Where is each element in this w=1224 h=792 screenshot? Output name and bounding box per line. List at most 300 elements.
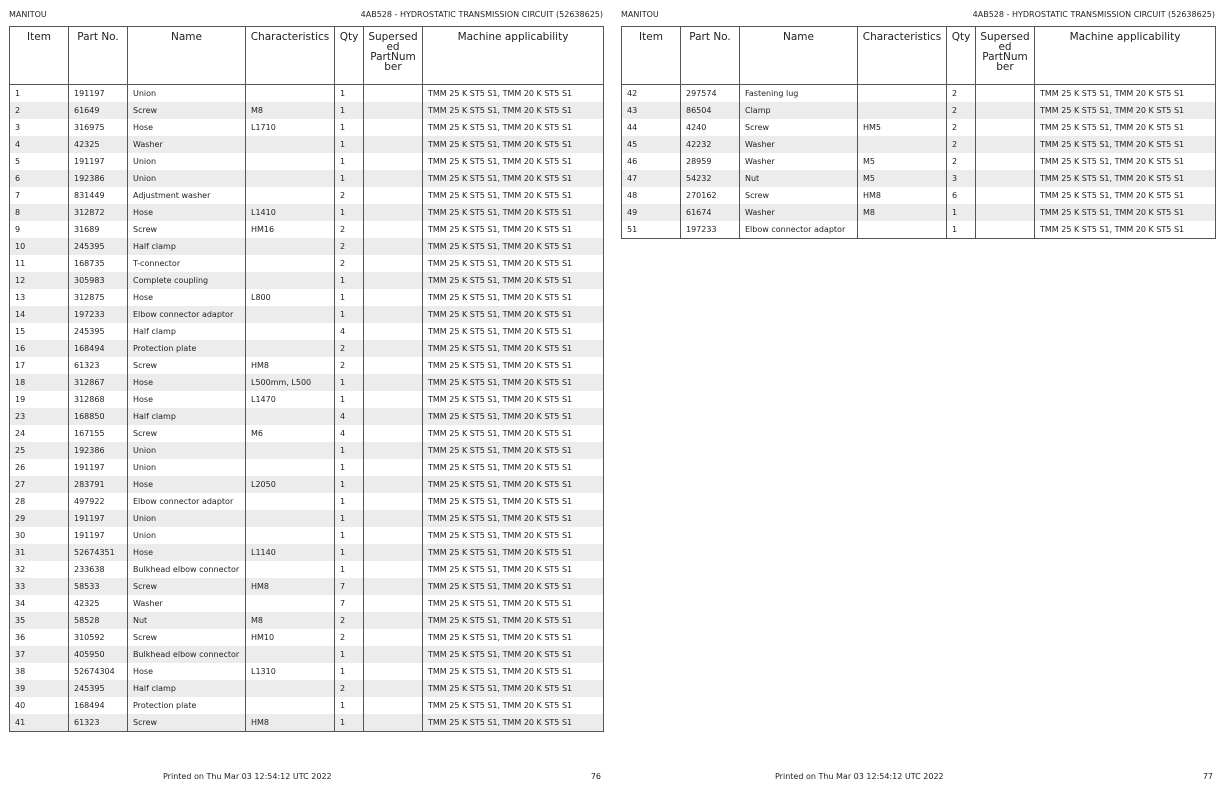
cell-name: Screw <box>128 578 246 595</box>
table-row <box>622 136 1216 153</box>
cell-name: Washer <box>740 136 858 153</box>
cell-machine: TMM 25 K ST5 S1, TMM 20 K ST5 S1 <box>423 646 604 663</box>
cell-machine: TMM 25 K ST5 S1, TMM 20 K ST5 S1 <box>423 714 604 732</box>
cell-characteristics <box>858 221 947 239</box>
cell-machine: TMM 25 K ST5 S1, TMM 20 K ST5 S1 <box>423 391 604 408</box>
cell-machine: TMM 25 K ST5 S1, TMM 20 K ST5 S1 <box>423 442 604 459</box>
cell-machine: TMM 25 K ST5 S1, TMM 20 K ST5 S1 <box>423 510 604 527</box>
cell-characteristics <box>858 136 947 153</box>
cell-item: 43 <box>622 102 681 119</box>
cell-characteristics: L1470 <box>246 391 335 408</box>
col-header-superseded-line: ber <box>384 61 402 73</box>
cell-item: 51 <box>627 225 638 234</box>
cell-characteristics <box>246 527 335 544</box>
cell-part-no: 191197 <box>69 510 128 527</box>
table-row <box>10 561 604 578</box>
cell-characteristics: HM10 <box>246 629 335 646</box>
cell-item: 46 <box>627 157 638 166</box>
cell-qty: 1 <box>335 714 364 732</box>
cell-item: 14 <box>10 306 69 323</box>
cell-part-no: 86504 <box>681 102 740 119</box>
cell-name: Half clamp <box>128 238 246 255</box>
cell-name: Hose <box>128 476 246 493</box>
cell-qty: 2 <box>947 85 976 103</box>
cell-superseded <box>976 85 1035 103</box>
cell-part-no: 270162 <box>681 187 740 204</box>
cell-characteristics <box>246 85 335 103</box>
cell-characteristics: L1140 <box>246 544 335 561</box>
cell-part-no: 312875 <box>69 289 128 306</box>
col-header-superseded-line: Supersed <box>980 31 1030 43</box>
cell-qty: 1 <box>335 272 364 289</box>
cell-qty: 1 <box>335 102 364 119</box>
cell-part-no: 168494 <box>69 697 128 714</box>
cell-machine: TMM 25 K ST5 S1, TMM 20 K ST5 S1 <box>423 323 604 340</box>
cell-part-no: 310592 <box>69 629 128 646</box>
cell-machine: TMM 25 K ST5 S1, TMM 20 K ST5 S1 <box>423 680 604 697</box>
table-row <box>10 697 604 714</box>
col-header-qty: Qty <box>335 27 364 85</box>
cell-item: 32 <box>15 565 26 574</box>
cell-part-no: 61674 <box>681 204 740 221</box>
col-header-machine: Machine applicability <box>423 27 604 85</box>
col-header-characteristics: Characteristics <box>858 27 947 85</box>
table-row <box>10 306 604 323</box>
cell-name: Elbow connector adaptor <box>128 493 246 510</box>
col-header-superseded-line: PartNum <box>982 51 1028 63</box>
table-row <box>622 170 1216 187</box>
cell-superseded <box>364 102 423 119</box>
cell-characteristics <box>858 85 947 103</box>
cell-qty: 7 <box>335 595 364 612</box>
cell-item: 45 <box>622 136 681 153</box>
table-row <box>10 544 604 561</box>
table-row <box>10 323 604 340</box>
cell-qty: 4 <box>335 323 364 340</box>
cell-qty: 2 <box>335 340 364 357</box>
cell-part-no: 28959 <box>681 153 740 170</box>
cell-name: Hose <box>128 544 246 561</box>
cell-item: 40 <box>15 701 26 710</box>
table-row <box>622 187 1216 204</box>
cell-item: 27 <box>10 476 69 493</box>
cell-machine: TMM 25 K ST5 S1, TMM 20 K ST5 S1 <box>423 306 604 323</box>
cell-item: 37 <box>10 646 69 663</box>
cell-superseded <box>364 238 423 255</box>
cell-superseded <box>364 493 423 510</box>
cell-machine: TMM 25 K ST5 S1, TMM 20 K ST5 S1 <box>423 238 604 255</box>
cell-item: 3 <box>15 123 21 132</box>
col-header-part-no: Part No. <box>681 27 740 85</box>
cell-name: Protection plate <box>128 697 246 714</box>
table-row <box>10 289 604 306</box>
cell-machine: TMM 25 K ST5 S1, TMM 20 K ST5 S1 <box>423 221 604 238</box>
cell-characteristics: M8 <box>246 102 335 119</box>
cell-qty: 2 <box>335 680 364 697</box>
cell-superseded <box>364 153 423 170</box>
cell-qty: 1 <box>335 85 364 103</box>
table-row <box>10 527 604 544</box>
cell-name: Hose <box>128 204 246 221</box>
cell-part-no: 191197 <box>69 85 128 103</box>
cell-machine: TMM 25 K ST5 S1, TMM 20 K ST5 S1 <box>423 340 604 357</box>
col-header-superseded-line: ed <box>998 41 1012 53</box>
cell-superseded <box>976 153 1035 170</box>
document-title: 4AB528 - HYDROSTATIC TRANSMISSION CIRCUIT (52638625) <box>360 10 603 19</box>
cell-item: 48 <box>627 191 638 200</box>
cell-qty: 1 <box>335 119 364 136</box>
table-row <box>10 646 604 663</box>
cell-superseded <box>364 561 423 578</box>
cell-name: Screw <box>128 102 246 119</box>
cell-qty: 2 <box>947 119 976 136</box>
cell-superseded <box>364 289 423 306</box>
cell-part-no: 192386 <box>69 170 128 187</box>
cell-item: 13 <box>15 293 26 302</box>
table-row <box>10 391 604 408</box>
table-row <box>10 595 604 612</box>
cell-item: 30 <box>15 531 26 540</box>
cell-name: Bulkhead elbow connector <box>128 646 246 663</box>
cell-qty: 2 <box>335 357 364 374</box>
cell-qty: 1 <box>947 204 976 221</box>
cell-item: 17 <box>15 361 26 370</box>
document-title: 4AB528 - HYDROSTATIC TRANSMISSION CIRCUIT (52638625) <box>972 10 1215 19</box>
cell-machine: TMM 25 K ST5 S1, TMM 20 K ST5 S1 <box>423 102 604 119</box>
cell-item: 31 <box>10 544 69 561</box>
cell-characteristics <box>246 510 335 527</box>
cell-name: Screw <box>128 629 246 646</box>
cell-name: Elbow connector adaptor <box>128 306 246 323</box>
cell-name: Complete coupling <box>128 272 246 289</box>
cell-part-no: 831449 <box>69 187 128 204</box>
col-header-characteristics: Characteristics <box>246 27 335 85</box>
table-row <box>10 102 604 119</box>
cell-machine: TMM 25 K ST5 S1, TMM 20 K ST5 S1 <box>423 204 604 221</box>
table-row <box>10 357 604 374</box>
cell-qty: 2 <box>335 221 364 238</box>
cell-name: Union <box>128 85 246 103</box>
cell-characteristics <box>246 272 335 289</box>
cell-item: 24 <box>15 429 26 438</box>
table-row <box>10 136 604 153</box>
table-row <box>622 204 1216 221</box>
cell-qty: 4 <box>335 408 364 425</box>
cell-part-no: 168494 <box>69 340 128 357</box>
cell-name: Washer <box>128 595 246 612</box>
cell-item: 42 <box>627 89 638 98</box>
cell-name: Hose <box>128 289 246 306</box>
cell-qty: 7 <box>335 578 364 595</box>
cell-superseded <box>976 119 1035 136</box>
cell-item: 41 <box>10 714 69 732</box>
cell-part-no: 52674304 <box>69 663 128 680</box>
cell-item: 2 <box>10 102 69 119</box>
cell-part-no: 52674351 <box>69 544 128 561</box>
cell-part-no: 245395 <box>69 680 128 697</box>
cell-part-no: 58533 <box>69 578 128 595</box>
cell-characteristics <box>246 340 335 357</box>
cell-superseded <box>364 544 423 561</box>
cell-part-no: 42325 <box>69 595 128 612</box>
cell-part-no: 4240 <box>681 119 740 136</box>
cell-part-no: 168735 <box>69 255 128 272</box>
cell-qty: 1 <box>335 459 364 476</box>
cell-qty: 2 <box>947 136 976 153</box>
cell-name: Washer <box>740 153 858 170</box>
cell-qty: 1 <box>335 306 364 323</box>
cell-part-no: 245395 <box>69 238 128 255</box>
cell-qty: 1 <box>335 527 364 544</box>
cell-item: 38 <box>15 667 26 676</box>
cell-superseded <box>364 204 423 221</box>
cell-characteristics: HM8 <box>858 187 947 204</box>
cell-characteristics: L1310 <box>246 663 335 680</box>
page-footer <box>621 772 1215 784</box>
cell-characteristics <box>246 680 335 697</box>
cell-qty: 1 <box>335 170 364 187</box>
cell-characteristics <box>246 697 335 714</box>
cell-superseded <box>976 187 1035 204</box>
cell-superseded <box>364 595 423 612</box>
table-row <box>10 459 604 476</box>
cell-part-no: 497922 <box>69 493 128 510</box>
col-header-superseded <box>976 27 1035 85</box>
cell-machine: TMM 25 K ST5 S1, TMM 20 K ST5 S1 <box>1035 119 1216 136</box>
cell-name: Half clamp <box>128 408 246 425</box>
cell-qty: 1 <box>335 697 364 714</box>
cell-part-no: 54232 <box>681 170 740 187</box>
cell-machine: TMM 25 K ST5 S1, TMM 20 K ST5 S1 <box>423 425 604 442</box>
cell-characteristics <box>246 408 335 425</box>
cell-qty: 2 <box>335 187 364 204</box>
cell-machine: TMM 25 K ST5 S1, TMM 20 K ST5 S1 <box>423 255 604 272</box>
cell-characteristics: M5 <box>858 153 947 170</box>
cell-name: Half clamp <box>128 323 246 340</box>
catalog-page-right <box>621 0 1215 792</box>
cell-superseded <box>364 578 423 595</box>
cell-part-no: 42325 <box>69 136 128 153</box>
table-row <box>10 663 604 680</box>
col-header-superseded-line: ed <box>386 41 400 53</box>
cell-superseded <box>364 510 423 527</box>
cell-qty: 2 <box>335 612 364 629</box>
cell-qty: 1 <box>335 476 364 493</box>
cell-superseded <box>364 391 423 408</box>
cell-superseded <box>364 119 423 136</box>
cell-qty: 1 <box>947 221 976 239</box>
cell-item: 47 <box>622 170 681 187</box>
cell-characteristics: L1410 <box>246 204 335 221</box>
cell-part-no: 297574 <box>681 85 740 103</box>
cell-characteristics <box>246 561 335 578</box>
cell-part-no: 58528 <box>69 612 128 629</box>
table-row <box>10 680 604 697</box>
table-row <box>10 238 604 255</box>
table-row <box>10 714 604 732</box>
cell-name: Hose <box>128 391 246 408</box>
cell-part-no: 316975 <box>69 119 128 136</box>
cell-superseded <box>364 476 423 493</box>
cell-part-no: 61323 <box>69 714 128 732</box>
cell-part-no: 192386 <box>69 442 128 459</box>
cell-item: 49 <box>622 204 681 221</box>
cell-characteristics: HM16 <box>246 221 335 238</box>
cell-name: Screw <box>128 357 246 374</box>
cell-part-no: 191197 <box>69 527 128 544</box>
cell-item: 23 <box>10 408 69 425</box>
cell-machine: TMM 25 K ST5 S1, TMM 20 K ST5 S1 <box>1035 136 1216 153</box>
cell-part-no: 233638 <box>69 561 128 578</box>
cell-superseded <box>976 170 1035 187</box>
cell-machine: TMM 25 K ST5 S1, TMM 20 K ST5 S1 <box>1035 153 1216 170</box>
brand-name: MANITOU <box>621 10 659 19</box>
cell-item: 16 <box>10 340 69 357</box>
col-header-name: Name <box>740 27 858 85</box>
cell-characteristics: L500mm, L500 <box>246 374 335 391</box>
parts-table <box>621 26 1216 239</box>
cell-qty: 1 <box>335 153 364 170</box>
cell-superseded <box>364 612 423 629</box>
cell-characteristics <box>246 646 335 663</box>
cell-characteristics <box>246 595 335 612</box>
cell-name: Nut <box>128 612 246 629</box>
cell-superseded <box>364 714 423 732</box>
table-row <box>10 204 604 221</box>
cell-characteristics <box>246 238 335 255</box>
cell-name: Screw <box>128 221 246 238</box>
cell-qty: 1 <box>335 646 364 663</box>
cell-qty: 1 <box>335 136 364 153</box>
cell-item: 26 <box>15 463 26 472</box>
page-number: 76 <box>590 772 601 781</box>
cell-machine: TMM 25 K ST5 S1, TMM 20 K ST5 S1 <box>1035 85 1216 103</box>
cell-name: Nut <box>740 170 858 187</box>
catalog-page-left <box>9 0 603 792</box>
cell-superseded <box>364 425 423 442</box>
table-row <box>622 221 1216 239</box>
cell-name: Hose <box>128 663 246 680</box>
cell-name: Union <box>128 510 246 527</box>
cell-item: 12 <box>10 272 69 289</box>
table-row <box>622 119 1216 136</box>
cell-superseded <box>364 272 423 289</box>
cell-machine: TMM 25 K ST5 S1, TMM 20 K ST5 S1 <box>423 629 604 646</box>
cell-characteristics <box>246 170 335 187</box>
cell-machine: TMM 25 K ST5 S1, TMM 20 K ST5 S1 <box>423 187 604 204</box>
cell-name: Union <box>128 459 246 476</box>
table-row <box>10 340 604 357</box>
cell-machine: TMM 25 K ST5 S1, TMM 20 K ST5 S1 <box>423 663 604 680</box>
cell-name: Washer <box>740 204 858 221</box>
cell-part-no: 61323 <box>69 357 128 374</box>
parts-table-body <box>10 85 604 732</box>
cell-superseded <box>364 408 423 425</box>
cell-name: Union <box>128 442 246 459</box>
cell-characteristics <box>246 153 335 170</box>
cell-machine: TMM 25 K ST5 S1, TMM 20 K ST5 S1 <box>1035 204 1216 221</box>
cell-characteristics <box>246 136 335 153</box>
table-row <box>10 374 604 391</box>
table-row <box>10 510 604 527</box>
cell-item: 44 <box>627 123 638 132</box>
table-row <box>10 85 604 103</box>
cell-name: Clamp <box>740 102 858 119</box>
cell-superseded <box>364 646 423 663</box>
cell-characteristics: HM5 <box>858 119 947 136</box>
cell-superseded <box>364 323 423 340</box>
table-header-row <box>622 27 1216 85</box>
cell-machine: TMM 25 K ST5 S1, TMM 20 K ST5 S1 <box>423 459 604 476</box>
col-header-superseded-line: ber <box>996 61 1014 73</box>
cell-part-no: 197233 <box>681 221 740 239</box>
table-row <box>10 408 604 425</box>
cell-machine: TMM 25 K ST5 S1, TMM 20 K ST5 S1 <box>423 357 604 374</box>
cell-characteristics <box>246 255 335 272</box>
cell-machine: TMM 25 K ST5 S1, TMM 20 K ST5 S1 <box>423 561 604 578</box>
cell-name: Hose <box>128 119 246 136</box>
printed-date: Printed on Thu Mar 03 12:54:12 UTC 2022 <box>775 772 944 781</box>
cell-name: Union <box>128 527 246 544</box>
cell-machine: TMM 25 K ST5 S1, TMM 20 K ST5 S1 <box>423 595 604 612</box>
col-header-superseded-line: PartNum <box>370 51 416 63</box>
table-row <box>10 153 604 170</box>
cell-machine: TMM 25 K ST5 S1, TMM 20 K ST5 S1 <box>423 408 604 425</box>
cell-superseded <box>364 697 423 714</box>
cell-superseded <box>976 102 1035 119</box>
table-row <box>10 170 604 187</box>
cell-item: 19 <box>15 395 26 404</box>
table-row <box>622 102 1216 119</box>
cell-name: Protection plate <box>128 340 246 357</box>
table-row <box>622 153 1216 170</box>
cell-machine: TMM 25 K ST5 S1, TMM 20 K ST5 S1 <box>423 697 604 714</box>
cell-name: Adjustment washer <box>128 187 246 204</box>
col-header-superseded-line: Supersed <box>368 31 418 43</box>
cell-name: Union <box>128 170 246 187</box>
cell-name: Fastening lug <box>740 85 858 103</box>
cell-qty: 2 <box>335 629 364 646</box>
table-row <box>10 272 604 289</box>
cell-machine: TMM 25 K ST5 S1, TMM 20 K ST5 S1 <box>423 85 604 103</box>
cell-item: 1 <box>15 89 21 98</box>
table-row <box>10 119 604 136</box>
brand-name: MANITOU <box>9 10 47 19</box>
cell-machine: TMM 25 K ST5 S1, TMM 20 K ST5 S1 <box>423 289 604 306</box>
col-header-machine: Machine applicability <box>1035 27 1216 85</box>
cell-superseded <box>976 204 1035 221</box>
cell-name: Screw <box>740 119 858 136</box>
cell-machine: TMM 25 K ST5 S1, TMM 20 K ST5 S1 <box>423 544 604 561</box>
cell-qty: 1 <box>335 289 364 306</box>
cell-part-no: 312872 <box>69 204 128 221</box>
cell-characteristics <box>246 323 335 340</box>
cell-characteristics: HM8 <box>246 578 335 595</box>
cell-machine: TMM 25 K ST5 S1, TMM 20 K ST5 S1 <box>423 578 604 595</box>
table-row <box>622 85 1216 103</box>
cell-item: 34 <box>15 599 26 608</box>
col-header-qty: Qty <box>947 27 976 85</box>
cell-qty: 1 <box>335 510 364 527</box>
cell-name: Hose <box>128 374 246 391</box>
cell-characteristics: L1710 <box>246 119 335 136</box>
cell-item: 15 <box>15 327 26 336</box>
cell-characteristics <box>858 102 947 119</box>
col-header-superseded <box>364 27 423 85</box>
cell-part-no: 312867 <box>69 374 128 391</box>
cell-part-no: 191197 <box>69 459 128 476</box>
cell-superseded <box>364 340 423 357</box>
